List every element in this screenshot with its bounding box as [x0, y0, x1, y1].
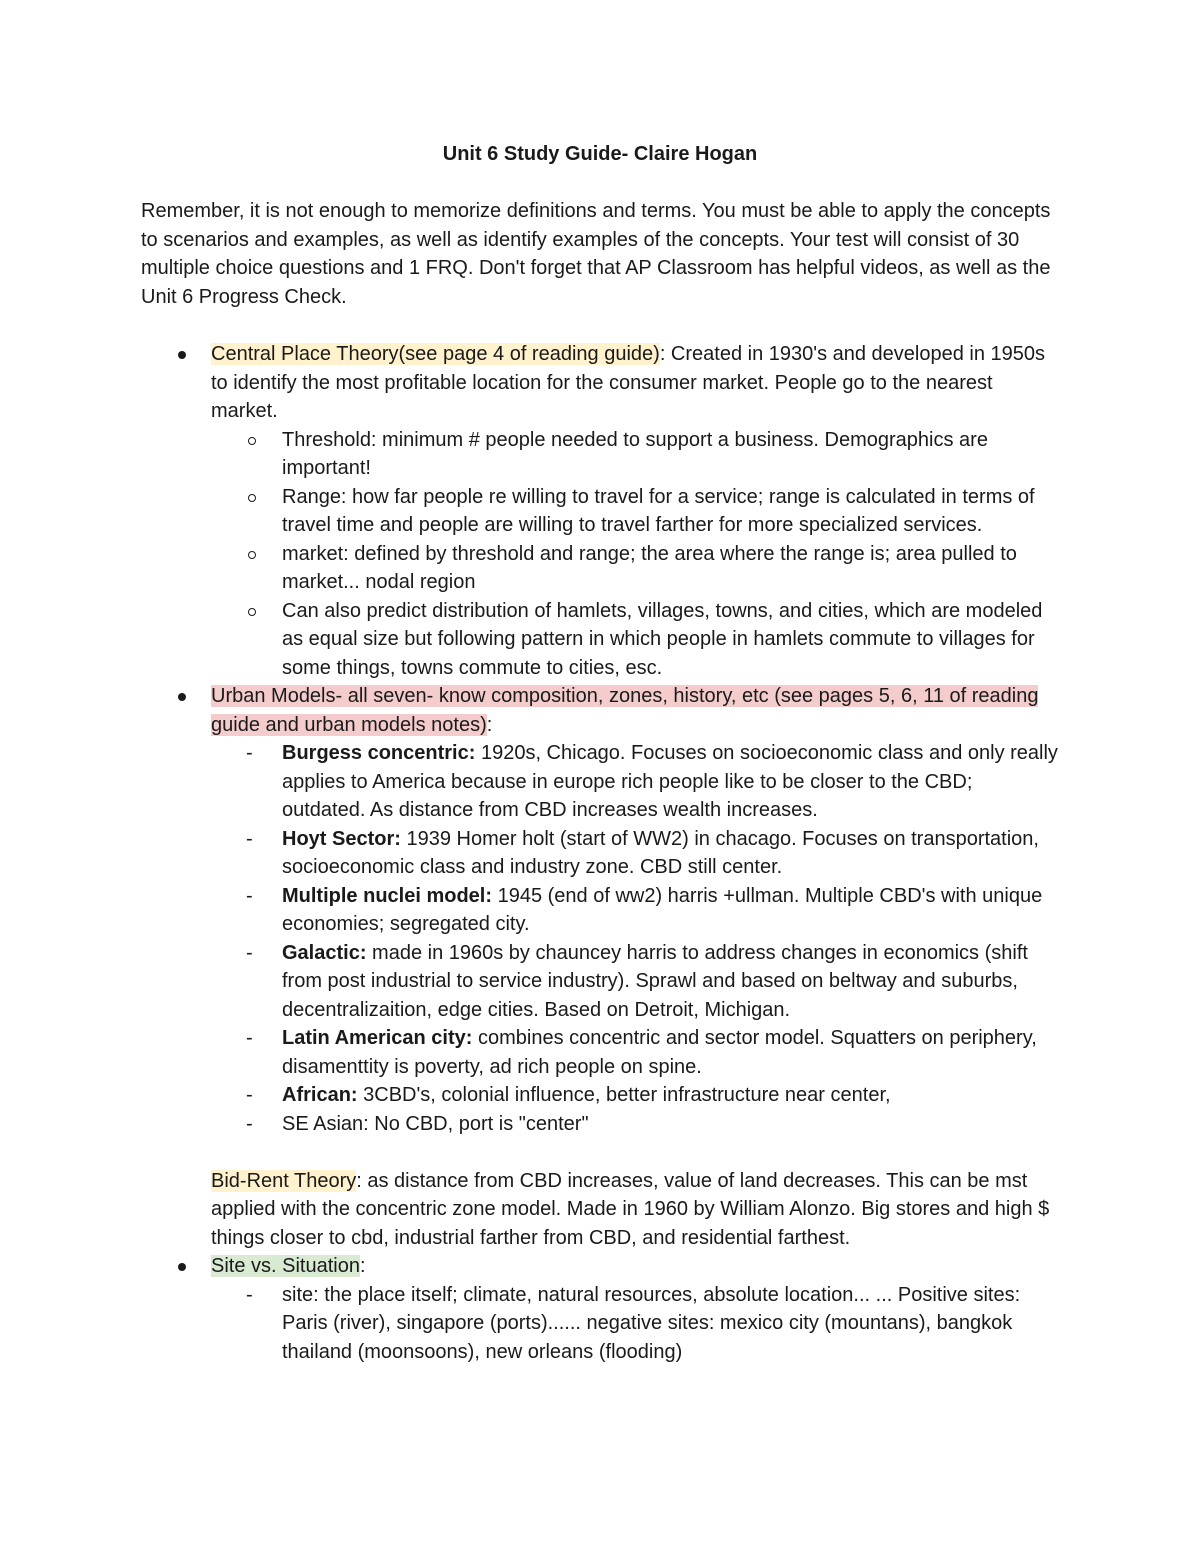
urban-model-latin-american [0, 1024, 1200, 1081]
dash-marker: - [246, 827, 253, 850]
urban-model-burgess [0, 739, 1200, 825]
model-name: Hoyt Sector: [282, 827, 401, 850]
hollow-bullet-icon [248, 494, 256, 502]
sub-item-text: Threshold: minimum # people needed to support a business. Demographics are important! [282, 428, 988, 479]
dash-marker: - [246, 742, 253, 764]
sub-item-site [0, 1281, 1200, 1367]
model-name: Galactic: [282, 941, 367, 964]
list-item-site-vs-situation [0, 1252, 1200, 1281]
central-place-theory-text: : Created in 1930's and developed in 1950s to identify the most profitable location for the consumer market. People go to the nearest market. [211, 343, 1046, 422]
sub-item-text: market: defined by threshold and range; the area where the range is; area pulled to market... nodal region [282, 542, 1017, 593]
sub-item-market [0, 540, 1200, 597]
urban-models-heading: Urban Models- all seven- know composition, zones, history, etc (see pages 5, 6, 11 of reading guide and urban models notes) [211, 685, 1039, 736]
dash-marker: - [246, 1084, 253, 1106]
dash-marker: - [246, 941, 253, 964]
model-description: 1939 Homer holt (start of WW2) in chacago. Focuses on transportation, socioeconomic class and industry zone. CBD still center. [282, 827, 1039, 878]
spacer [0, 1138, 1200, 1167]
list-item-central-place-theory [0, 340, 1200, 426]
hollow-bullet-icon [248, 608, 256, 616]
sub-item-text: Range: how far people re willing to travel for a service; range is calculated in terms of travel time and people are willing to travel farther for more specialized services. [282, 485, 1035, 536]
hollow-bullet-icon [248, 437, 256, 445]
sub-item-distribution [0, 597, 1200, 683]
urban-models-text: : [486, 713, 493, 736]
dash-marker: - [246, 1027, 253, 1049]
model-description: made in 1960s by chauncey harris to address changes in economics (shift from post industrial to service industry). Sprawl and based on beltway and suburbs, decentralizaition, edge cities. Based on Detroit, Michigan. [282, 941, 1028, 1021]
bullet-icon [178, 1263, 186, 1271]
list-item-urban-models [0, 682, 1200, 739]
model-description: combines concentric and sector model. Squatters on periphery, disamenttity is poverty, ad rich people on spine. [282, 1027, 1037, 1078]
model-name: Latin American city: [282, 1027, 473, 1049]
model-name: Burgess concentric: [282, 742, 476, 764]
urban-model-african [0, 1081, 1200, 1110]
sub-item-range [0, 483, 1200, 540]
urban-model-se-asian [0, 1110, 1200, 1139]
page-title: Unit 6 Study Guide- Claire Hogan [442, 143, 758, 165]
dash-marker: - [246, 1283, 253, 1306]
sub-item-threshold [0, 426, 1200, 483]
model-description: 1945 (end of ww2) harris +ullman. Multiple CBD's with unique economies; segregated city. [282, 884, 1043, 935]
bullet-icon [178, 351, 186, 359]
dash-marker: - [246, 1112, 253, 1135]
sub-item-text: site: the place itself; climate, natural resources, absolute location... ... Positive sites: Paris (river), singapore (ports)...... negative sites: mexico city (mountans), bangkok thailand (moonsoons), new orleans (flooding) [282, 1283, 1021, 1363]
urban-model-galactic [0, 939, 1200, 1025]
bid-rent-theory-paragraph [0, 1167, 1200, 1253]
sub-item-text: Can also predict distribution of hamlets, villages, towns, and cities, which are modeled as equal size but following pattern in which people in hamlets commute to villages for some things, towns commute to cities, esc. [282, 599, 1043, 679]
model-description: 3CBD's, colonial influence, better infrastructure near center, [357, 1084, 891, 1106]
bullet-icon [178, 693, 186, 701]
model-name: African: [282, 1084, 358, 1106]
model-description: SE Asian: No CBD, port is "center" [282, 1112, 589, 1135]
model-name: Multiple nuclei model: [282, 884, 493, 907]
bid-rent-theory-text: : as distance from CBD increases, value of land decreases. This can be mst applied with the concentric zone model. Made in 1960 by William Alonzo. Big stores and high $ things closer to cbd, industrial farther from CBD, and residential farthest. [211, 1169, 1050, 1249]
study-guide-body [0, 340, 1200, 1366]
intro-paragraph: Remember, it is not enough to memorize definitions and terms. You must be able to apply the concepts to scenarios and examples, as well as identify examples of the concepts. Your test will consist of 30 multiple choice questions and 1 FRQ. Don't forget that AP Classroom has helpful videos, as well as the Unit 6 Progress Check. [141, 200, 1051, 308]
bid-rent-theory-heading: Bid-Rent Theory [211, 1169, 357, 1192]
hollow-bullet-icon [248, 551, 256, 559]
model-description: 1920s, Chicago. Focuses on socioeconomic class and only really applies to America because in europe rich people like to be closer to the CBD; outdated. As distance from CBD increases wealth increases. [282, 742, 1058, 821]
urban-model-multiple-nuclei [0, 882, 1200, 939]
site-vs-situation-heading: Site vs. Situation [211, 1255, 360, 1277]
dash-marker: - [246, 884, 253, 907]
site-vs-situation-text: : [359, 1255, 366, 1277]
urban-model-hoyt [0, 825, 1200, 882]
central-place-theory-heading: Central Place Theory(see page 4 of reading guide) [211, 343, 660, 365]
